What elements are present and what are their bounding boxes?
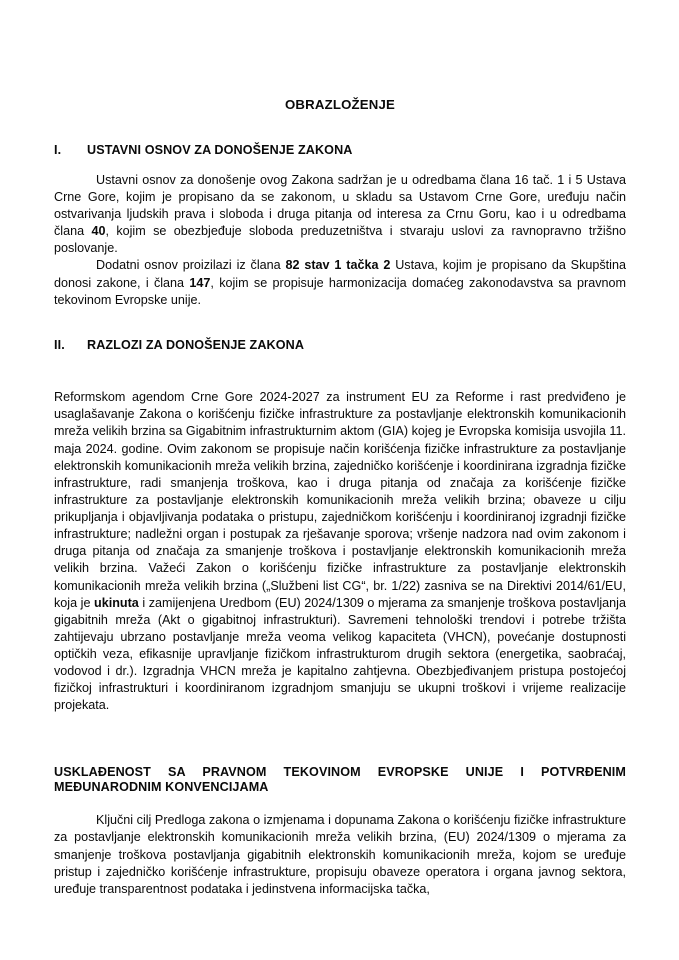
body-text: Ustavni osnov za donošenje ovog Zakona sadržan je u odredbama člana 16 tač. 1 i 5 Ustava Crne Gore, kojim je propisano da se zakonom, u skladu sa Ustavom Crne Gore, uređuju način ostvarivanja ljudskih prava i sloboda i druga pitanja od interesa za Crnu Goru, kao i u odredbama člana [54, 172, 626, 239]
body-text: Dodatni osnov proizilazi iz člana [96, 258, 286, 273]
section-title-2: RAZLOZI ZA DONOŠENJE ZAKONA [87, 337, 305, 352]
section-1-paragraph-2 [54, 257, 626, 308]
section-2-paragraph-1 [54, 389, 626, 714]
emphasis-text: 40 [91, 224, 106, 239]
section-heading-2 [54, 337, 626, 353]
spacer [54, 114, 626, 142]
body-text: , kojim se obezbjeđuje sloboda preduzetništva i stvaraju uslovi za ravnopravno tržišno poslovanje. [54, 224, 626, 256]
body-text: Ključni cilj Predloga zakona o izmjenama i dopunama Zakona o korišćenju fizičke infrastrukture za postavljanje elektronskih komunikacionih mreža velikih brzina, (EU) 2024/1309 o mjerama za smanjenje troškova postavljanja gigabitnih elektronskih komunikacionih mreža, kojom se uređuje pristup i zajedničko korišćenje infrastrukture, propisuju obaveze operatora i organa javnog sektora, uređuje transparentnost podataka i jedinstvena informacijska tačka, [54, 813, 626, 896]
section-heading-1 [54, 142, 626, 158]
section-1-paragraph-1 [54, 172, 626, 258]
emphasis-text: ukinuta [94, 595, 139, 610]
body-text: Ustava, kojim je propisano da Skupština donosi zakone, i člana [54, 258, 626, 290]
section-3-paragraph-1 [54, 812, 626, 898]
section-number-1: I. [54, 142, 62, 157]
document-content [54, 0, 626, 898]
section-number-2: II. [54, 337, 65, 352]
section-heading-3 [54, 765, 626, 796]
emphasis-text: 82 stav 1 tačka 2 [285, 258, 391, 273]
page-title: OBRAZLOŽENJE [284, 97, 396, 112]
body-text: Reformskom agendom Crne Gore 2024-2027 za instrument EU za Reforme i rast predviđeno je usaglašavanje Zakona o korišćenju fizičke infrastrukture za postavljanje elektronskih komunikacionih mreža velikih brzina sa Gigabitnim infrastrukturnim aktom (GIA) kojeg je Evropska komisija usvojila 11. maja 2024. godine. Ovim zakonom se propisuje način korišćenja fizičke infrastrukture za postavljanje elektronskih komunikacionih mreža velikih brzina, zajedničko korišćenje i koordinirana izgradnja fizičke infrastrukture, radi smanjenja troškova, kao i druga pitanja od značaja za korišćenje fizičke infrastrukture za postavljanje elektronskih komunikacionih mreža velikih brzina; obaveze u cilju prikupljanja i objavljivanja podataka o pristupu, zajedničkom korišćenju i koordiniranoj izgradnji fizičke infrastrukture; nadležni organ i postupak za rješavanje sporova; vršenje nadzora nad ovim zakonom i druga pitanja od značaja za smanjenje troškova i postavljanje elektronskih komunikacionih mreža velikih brzina. Važeći Zakon o korišćenju fizičke infrastrukture za postavljanje elektronskih komunikacionih mreža velikih brzina („Službeni list CG“, br. 1/22) zasniva se na Direktivi 2014/61/EU, koja je [54, 390, 626, 610]
spacer [54, 309, 626, 337]
emphasis-text: 147 [189, 275, 211, 290]
spacer [54, 353, 626, 389]
section-title-1: USTAVNI OSNOV ZA DONOŠENJE ZAKONA [87, 142, 353, 157]
spacer [54, 715, 626, 765]
body-text: , kojim se propisuje harmonizacija domaćeg zakonodavstva sa pravnom tekovinom Evropske unije. [54, 275, 626, 307]
spacer [54, 795, 626, 812]
spacer [54, 158, 626, 172]
section-title-3: USKLAĐENOST SA PRAVNOM TEKOVINOM EVROPSKE UNIJE I POTVRĐENIM MEĐUNARODNIM KONVENCIJAMA [54, 764, 626, 794]
body-text: i zamijenjena Uredbom (EU) 2024/1309 o mjerama za smanjenje troškova postavljanja gigabitnih mreža (Akt o gigabitnoj infrastrukturi). Savremeni tehnološki trendovi i potrebe tržišta zahtijevaju ubrzano postavljanje mreža veoma velikog kapaciteta (VHCN), povećanje dostupnosti optičkih veza, efikasnije upravljanje fizičkom infrastrukturom drugih sektora (energetika, saobraćaj, vodovod i dr.). Izgradnja VHCN mreža je kapitalno zahtjevna. Obezbjeđivanjem pristupa postojećoj fizičkoj infrastrukturi i koordiniranom izgradnjom smanjuju se ukupni troškovi i vrijeme realizacije projekata. [54, 595, 626, 713]
